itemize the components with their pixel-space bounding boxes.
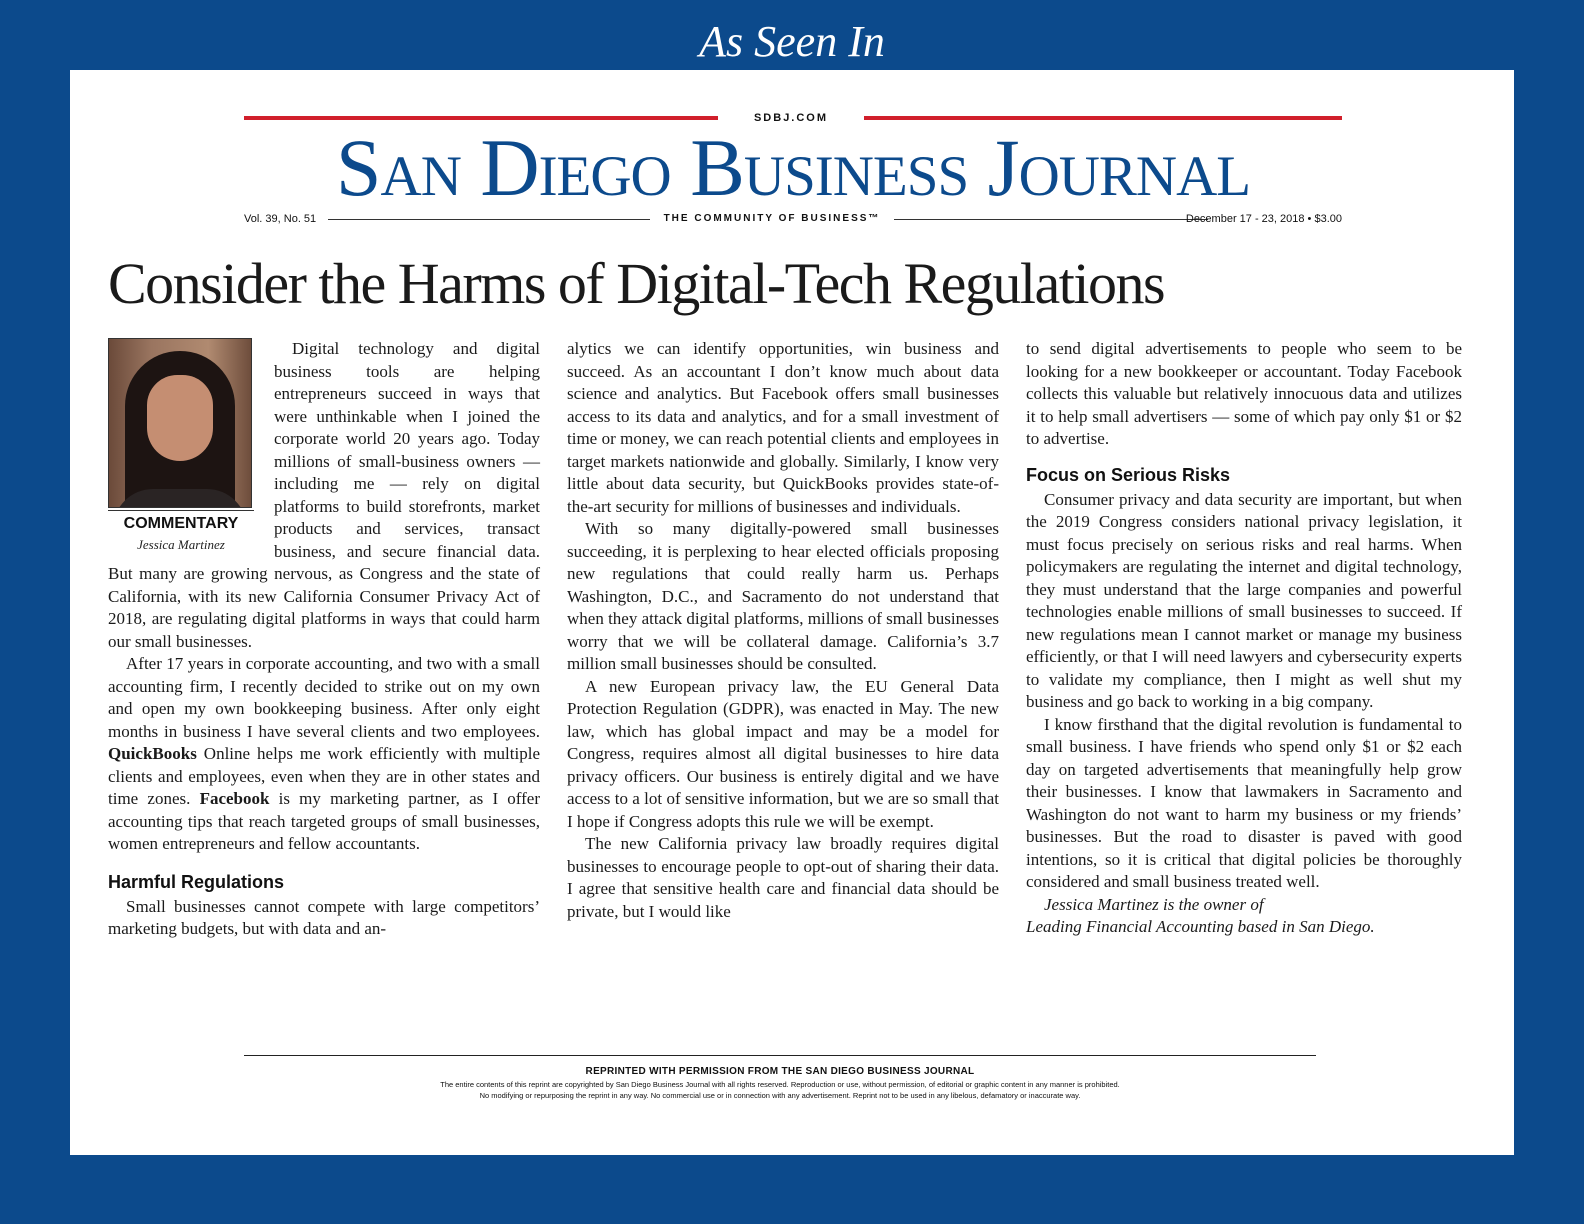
article-headline: Consider the Harms of Digital-Tech Regulations — [108, 251, 1165, 316]
subheading: Focus on Serious Risks — [1026, 464, 1231, 485]
info-rule — [328, 219, 650, 220]
paragraph: Digital technology and digital business tools are helping entrepreneurs succeed in ways that were unthinkable when I joined the corporate world 20 years ago. Today millions of small-business owners — including me — rely on digital platforms to build storefronts, market products and services, transact business, and secure financial data. But many are growing nervous, as Congress and the state of California, with its new California Consumer Privacy Act of 2018, are regulating digital platforms in ways that could harm our small businesses. — [108, 339, 540, 651]
subheading: Harmful Regulations — [108, 871, 285, 892]
section-tag: COMMENTARY — [108, 510, 254, 537]
article-column-2 — [567, 338, 999, 923]
motto: THE COMMUNITY OF BUSINESS™ — [663, 213, 881, 224]
copyright-notice: The entire contents of this reprint are copyrighted by San Diego Business Journal with all rights reserved. Reproduction or use, without permission, of editorial or graphic content in any manner is prohibited. — [440, 1080, 1120, 1089]
reprint-footer — [244, 1065, 1316, 1101]
paragraph: alytics we can identify opportunities, win business and succeed. As an accountant I don’t know much about data science and analytics. But Facebook offers small businesses access to its data and analytics, and for a small investment of time or money, we can reach potential clients and employees in target markets nationwide and globally. Similarly, I know very little about data security, but QuickBooks provides state-of-the-art security for millions of businesses and individuals. — [567, 339, 999, 516]
paragraph: to send digital advertisements to people who seem to be looking for a new bookkeeper or accountant. Today Facebook collects this valuable but relatively innocuous data and utilizes it to help small advertisers — some of which pay only $1 or $2 to advertise. — [1026, 339, 1462, 448]
site-url: SDBJ.COM — [753, 112, 829, 124]
issue-date-price: December 17 - 23, 2018 • $3.00 — [1185, 213, 1342, 225]
author-byline: Jessica Martinez — [137, 537, 225, 552]
article-column-3 — [1026, 338, 1462, 939]
red-rule-left — [244, 116, 718, 120]
reprint-notice: REPRINTED WITH PERMISSION FROM THE SAN DIEGO BUSINESS JOURNAL — [585, 1066, 975, 1077]
article-column-1 — [108, 338, 540, 941]
reprint-sheet — [70, 70, 1514, 1155]
paragraph: I know firsthand that the digital revolution is fundamental to small business. I have friends who spend only $1 or $2 each day on targeted advertisements that meaningfully help grow their businesses. I know that lawmakers in Sacramento and Washington do not want to harm my business or my friends’ businesses. But the road to disaster is paved with good intentions, so it is critical that digital policies be thoroughly considered and small business treated well. — [1026, 714, 1462, 891]
nameplate-word: Business — [690, 122, 969, 213]
masthead-info-line — [244, 212, 1342, 226]
as-seen-in-banner: As Seen In — [699, 17, 885, 66]
info-rule — [894, 219, 1208, 220]
paragraph: With so many digitally-powered small businesses succeeding, it is perplexing to hear elected officials proposing new regulations that could really harm us. Perhaps Washington, D.C., and Sacramento do not understand that when they attack digital platforms, millions of small businesses worry that we will be collateral damage. California’s 3.7 million small businesses should be consulted. — [567, 519, 1000, 673]
footer-rule — [244, 1055, 1316, 1056]
paragraph: Small businesses cannot compete with large competitors’ marketing budgets, but with data and an- — [108, 896, 540, 938]
paragraph: A new European privacy law, the EU General Data Protection Regulation (GDPR), was enacted in May. The new law, which has global impact and may be a model for Congress, requires almost all digital businesses to hire data privacy officers. Our business is entirely digital and we have access to a lot of sensitive information, but we are so small that I hope if Congress adopts this rule we will be exempt. — [567, 676, 999, 831]
nameplate-word: Journal — [987, 122, 1251, 213]
paragraph: Consumer privacy and data security are important, but when the 2019 Congress considers national privacy legislation, it must focus precisely on serious risks and real harms. When policymakers are regulating the internet and digital technology, they must understand that the large companies and powerful technologies enable millions of small businesses to succeed. If new regulations mean I cannot market or manage my business efficiently, or that I will need lawyers and cybersecurity experts to validate my compliance, then I might as well shut my business and go back to working in a big company. — [1026, 489, 1462, 711]
volume-issue: Vol. 39, No. 51 — [244, 213, 317, 225]
usage-notice: No modifying or repurposing the reprint in any way. No commercial use or in connection with any advertisement. Reprint not to be used in any libelous, defamatory or inaccurate way. — [479, 1091, 1081, 1100]
red-rule-right — [864, 116, 1342, 120]
author-bio: Jessica Martinez is the owner of — [1044, 894, 1264, 914]
paragraph: The new California privacy law broadly requires digital businesses to encourage people to opt-out of sharing their data. I agree that sensitive health care and financial data should be private, but I would like — [567, 834, 999, 921]
author-bio: Leading Financial Accounting based in San Diego. — [1026, 917, 1375, 936]
author-photo-block — [108, 338, 254, 553]
nameplate-word: San — [335, 122, 461, 213]
paragraph: After 17 years in corporate accounting, and two with a small accounting firm, I recently decided to strike out on my own and open my own bookkeeping business. After only eight months in business I have several clients and two employees. QuickBooks Online helps me work efficiently with multiple clients and employees, even when they are in other states and time zones. Facebook is my marketing partner, as I offer accounting tips that reach targeted groups of small businesses, women entrepreneurs and fellow accountants. — [108, 654, 541, 853]
author-photo — [108, 338, 252, 508]
newspaper-nameplate — [244, 122, 1342, 214]
nameplate-word: Diego — [480, 122, 671, 213]
